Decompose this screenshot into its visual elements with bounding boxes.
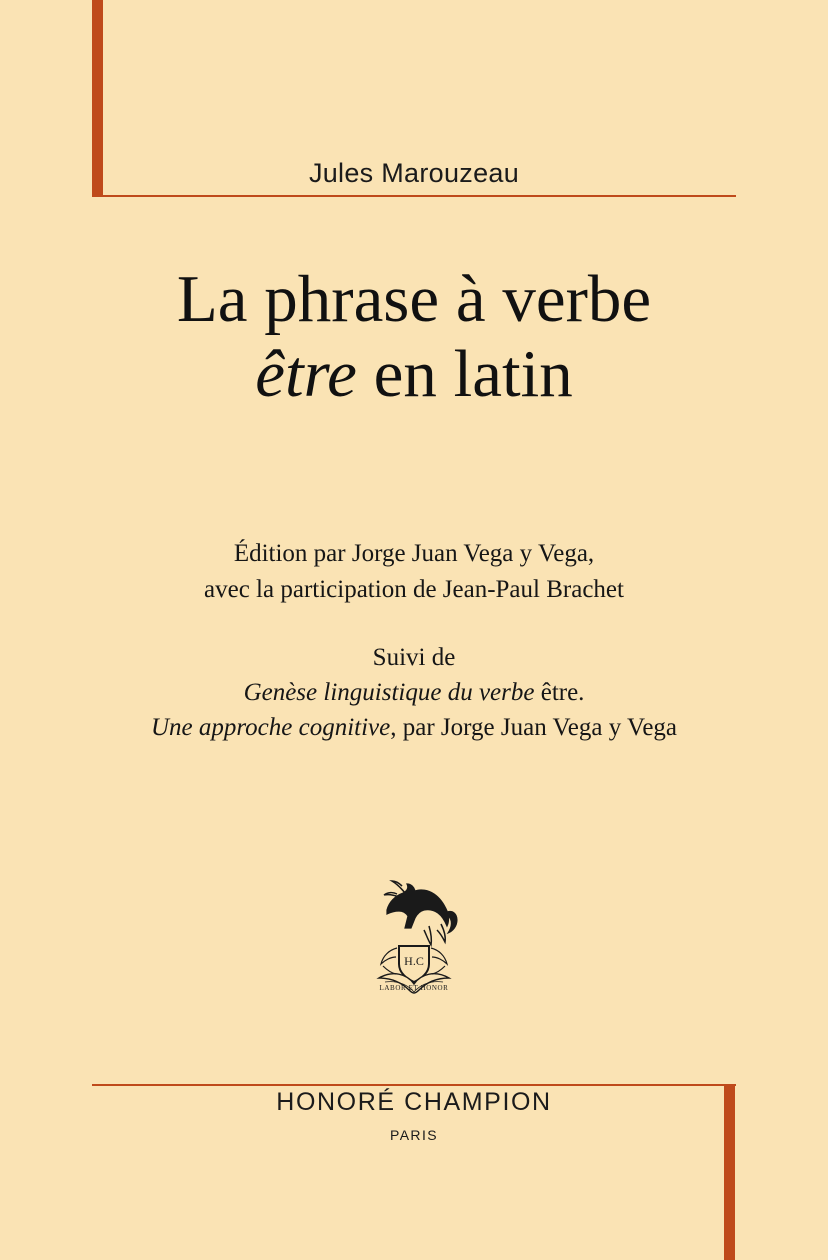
editors-line-1: Édition par Jorge Juan Vega y Vega, [233, 540, 595, 567]
decorative-rule-top [92, 195, 736, 197]
editors-credit [80, 536, 748, 607]
crest-motto: LABOR ET HONOR [379, 984, 449, 992]
title-line-2 [60, 337, 768, 412]
editors-line-2: avec la participation de Jean-Paul Brachet [204, 575, 624, 603]
publisher-crest-logo [349, 866, 479, 1001]
followed-by-work-rest: être. [534, 679, 585, 706]
publisher-city: PARIS [390, 1127, 438, 1143]
followed-by-subtitle-italic: Une approche cognitive [150, 714, 391, 741]
followed-by-block [70, 640, 758, 745]
shield-initials: H.C [404, 954, 424, 968]
publisher-name: HONORÉ CHAMPION [276, 1088, 552, 1116]
publisher-imprint [0, 1088, 828, 1143]
followed-by-label: Suivi de [372, 644, 456, 671]
page-title [60, 262, 768, 412]
followed-by-work-italic: Genèse linguistique du verbe [243, 679, 535, 706]
decorative-rule-bottom [92, 1084, 736, 1086]
title-line-2-rest: en latin [356, 337, 573, 412]
title-italic-word: être [255, 337, 357, 412]
crest-icon [349, 866, 479, 1001]
followed-by-subtitle-rest: , par Jorge Juan Vega y Vega [390, 714, 678, 741]
title-line-1: La phrase à verbe [176, 262, 652, 336]
author-name: Jules Marouzeau [308, 158, 520, 188]
followed-by-subtitle [70, 710, 758, 745]
followed-by-work [70, 675, 758, 710]
